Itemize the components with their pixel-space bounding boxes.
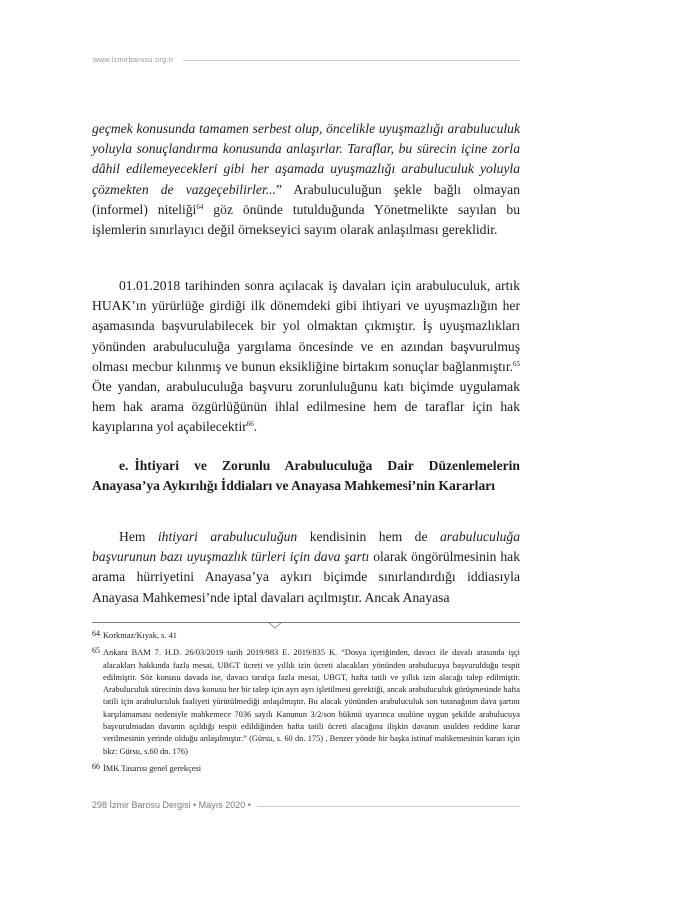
footnote-rule xyxy=(92,622,520,623)
footnote-rule-notch xyxy=(268,622,282,629)
paragraph-1 xyxy=(92,119,520,240)
paragraph-1-text-a: ” Arabuluculuğun şekle bağlı olmayan (informel) niteliği xyxy=(92,181,521,217)
footnote-text: İMK Tasarısı genel gerekçesi xyxy=(103,763,202,773)
section-heading-number: e. xyxy=(119,458,129,473)
paragraph-1-quote: geçmek konusunda tamamen serbest olup, öncelikle uyuşmazlığı arabuluculuk yoluyla sonuçlandırma konusunda anlaşırlar. Taraflar, bu sürecin içine zorla dâhil edilemeyecekleri gibi her aşamada uyuşmazlığı arabuluculuk yoluyla çözmekten de vazgeçebilirler... xyxy=(92,121,520,197)
footnote-66 xyxy=(92,763,520,775)
footnote-ref-66[interactable]: 66 xyxy=(246,420,254,429)
paragraph-4-italic-a: ihtiyari arabuluculuğun xyxy=(157,529,298,544)
footnote-number: 66 xyxy=(92,761,100,771)
footnotes xyxy=(92,630,520,780)
footnote-text: Ankara BAM 7. H.D. 26/03/2019 tarih 2019/983 E. 2019/835 K. “Dosya içeriğinden, davacı ile davalı arasında işçi alacakları hakkında fazla mesai, UBGT ücreti ve yıllık izin ücreti alacakları yönünden arabulucuya başvurulduğu tespit edilmiştir. Söz konusu davada ise, davacı tarafça fazla mesai, UBGT, hafta tatili ve yıllık izin alacağı talep edilmiştir. Arabuluculuk sürecinin dava konusu her bir talep için ayrı ayrı işletilmesi gerektiği, ancak arabuluculuk görüşmesinde hafta tatili için arabuluculuk faaliyeti yürütülmediği anlaşılmıştır. Bu alacak yönünden arabuluculuk son tutanağının dava şartını karşılamaması nedeniyle mahkemece 7036 sayılı Kanunun 3/2/son hükmü uyarınca usulüne uygun şekilde arabulucuya başvurulmadan davanın açıldığı tespit edildiğinden hafta tatili ücreti alacağına ilişkin davanın usulden reddine karar verilmesinin yerinde olduğu anlaşılmıştır.” (Gürsu, s. 60 dn. 175) , Benzer yönde bir başka istinaf mahkemesinin kararı için bkz: Gürsu, s.60 dn. 176) xyxy=(103,648,520,756)
paragraph-2-text-c: . xyxy=(253,419,258,435)
paragraph-4-text-b: kendisinin hem de xyxy=(297,529,440,544)
footnote-65 xyxy=(92,647,520,758)
footnote-ref-64[interactable]: 64 xyxy=(196,202,204,211)
header-rule xyxy=(183,60,520,61)
paragraph-4-italic-b: arabuluculuğa başvurunun bazı uyuşmazlık türleri için dava şartı xyxy=(92,529,521,565)
header-url: www.izmirbarosu.org.tr xyxy=(93,55,174,64)
paragraph-2-text-a: 01.01.2018 tarihinden sonra açılacak iş davaları için arabuluculuk, artık HUAK’ın yürürlüğe girdiği ilk dönemdeki gibi ihtiyari ve uyuşmazlığın her aşamasında başvurulabilecek bir yol olmaktan çıkmıştır. İş uyuşmazlıkları yönünden arabuluculuğa yargılama öncesinde ve en azından başvurulmuş olması mecbur kılınmış ve bunun eksikliğine birtakım sonuçlar bağlanmıştır. xyxy=(92,278,520,374)
footnote-ref-65[interactable]: 65 xyxy=(513,359,520,368)
footer-text: 298 İzmir Barosu Dergisi • Mayıs 2020 • xyxy=(92,800,257,810)
footnote-64 xyxy=(92,630,520,642)
paragraph-4-text-a: Hem xyxy=(119,529,158,544)
page-footer xyxy=(92,800,520,815)
footnote-number: 64 xyxy=(92,629,100,638)
section-heading xyxy=(92,456,520,495)
paragraph-2 xyxy=(92,276,520,438)
footnote-text: Korkmaz/Kıyak, s. 41 xyxy=(103,631,177,640)
paragraph-4 xyxy=(92,527,520,608)
section-heading-text: İhtiyari ve Zorunlu Arabuluculuğa Dair Düzenlemelerin Anayasa’ya Aykırılığı İddiaları ve Anayasa Mahkemesi’nin Kararları xyxy=(92,458,520,493)
paragraph-4-text-c: olarak öngörülmesinin hak arama hürriyetini Anayasa’ya aykırı biçimde sınırlandırdığı iddiasıyla Anayasa Mahkemesi’nde iptal davaları açılmıştır. Ancak Anayasa xyxy=(92,549,520,605)
footnote-number: 65 xyxy=(92,646,100,656)
paragraph-2-text-b: Öte yandan, arabuluculuğa başvuru zorunluluğunu katı biçimde uygulamak hem hak arama özgürlüğünün ihlal edilmesine hem de taraflar için hak kayıplarına yol açabilecektir xyxy=(92,379,520,435)
paragraph-1-text-b: göz önünde tutulduğunda Yönetmelikte sayılan bu işlemlerin sınırlayıcı değil örnekseyici sayım olarak anlaşılması gereklidir. xyxy=(92,201,520,238)
